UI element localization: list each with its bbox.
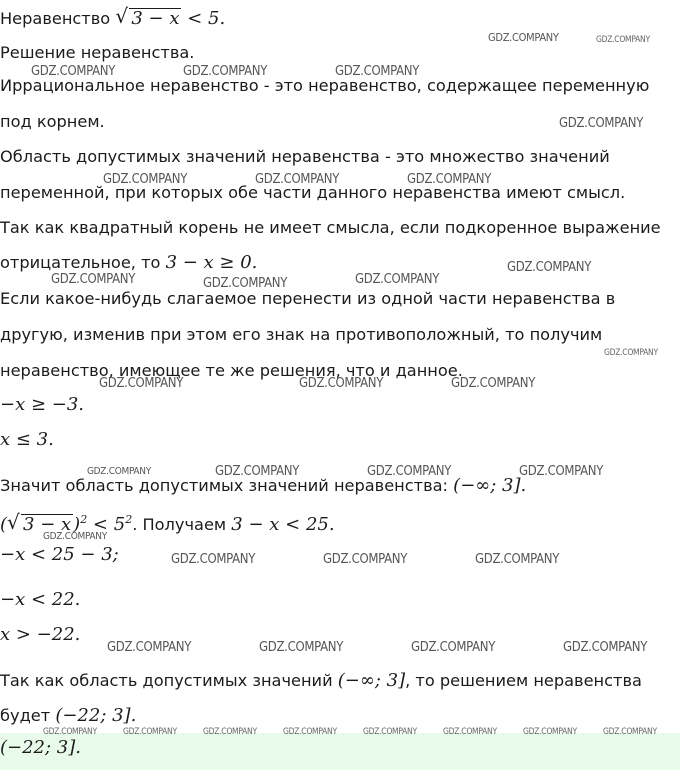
conclusion-domain: (−∞; 3] (337, 670, 406, 691)
watermark: GDZ.COMPANY (604, 348, 658, 358)
paragraph-3-line-1: Так как квадратный корень не имеет смысла, если подкоренное выражение (0, 218, 661, 237)
domain-text: Значит область допустимых значений неравенства: (0, 476, 449, 495)
watermark: GDZ.COMPANY (203, 727, 257, 737)
paragraph-4-line-2: другую, изменив при этом его знак на противоположный, то получим (0, 325, 603, 344)
watermark: GDZ.COMPANY (475, 552, 560, 567)
watermark: GDZ.COMPANY (215, 464, 300, 479)
watermark: GDZ.COMPANY (31, 64, 116, 79)
paragraph-4-line-1: Если какое-нибудь слагаемое перенести из одной части неравенства в (0, 289, 616, 308)
paragraph-2-line-1: Область допустимых значений неравенства - это множество значений (0, 147, 610, 166)
watermark: GDZ.COMPANY (523, 727, 577, 737)
domain-condition: 3 − x ≥ 0. (165, 252, 258, 273)
equation-3: −x < 25 − 3; (0, 544, 119, 565)
equation-5: x > −22. (0, 624, 81, 645)
problem-statement (0, 4, 226, 29)
watermark: GDZ.COMPANY (443, 727, 497, 737)
watermark: GDZ.COMPANY (259, 640, 344, 655)
watermark: GDZ.COMPANY (255, 172, 340, 187)
watermark: GDZ.COMPANY (363, 727, 417, 737)
watermark: GDZ.COMPANY (367, 464, 452, 479)
answer-box (0, 733, 680, 770)
answer-value: (−22; 3]. (0, 737, 81, 758)
conclusion-will-be: будет (0, 706, 51, 725)
watermark: GDZ.COMPANY (103, 172, 188, 187)
watermark: GDZ.COMPANY (183, 64, 268, 79)
paragraph-3-line-2 (0, 253, 257, 273)
conclusion-text-2: , то решением неравенства (405, 671, 642, 690)
watermark: GDZ.COMPANY (411, 640, 496, 655)
problem-math: √ 3 − x < 5. (115, 4, 226, 29)
equation-1: −x ≥ −3. (0, 394, 85, 415)
watermark: GDZ.COMPANY (299, 376, 384, 391)
problem-label: Неравенство (0, 9, 111, 28)
conclusion-line-1 (0, 671, 642, 691)
equation-4: −x < 22. (0, 589, 81, 610)
watermark: GDZ.COMPANY (107, 640, 192, 655)
domain-reason-text: отрицательное, то (0, 253, 161, 272)
watermark: GDZ.COMPANY (355, 272, 440, 287)
watermark: GDZ.COMPANY (488, 31, 559, 44)
watermark: GDZ.COMPANY (519, 464, 604, 479)
conclusion-line-2 (0, 706, 136, 726)
watermark: GDZ.COMPANY (563, 640, 648, 655)
watermark: GDZ.COMPANY (43, 727, 97, 737)
conclusion-text: Так как область допустимых значений (0, 671, 333, 690)
solution-heading: Решение неравенства. (0, 43, 195, 62)
watermark: GDZ.COMPANY (335, 64, 420, 79)
watermark: GDZ.COMPANY (123, 727, 177, 737)
watermark: GDZ.COMPANY (87, 466, 151, 477)
watermark: GDZ.COMPANY (451, 376, 536, 391)
squaring-result: 3 − x < 25. (231, 514, 335, 535)
paragraph-4-line-3: неравенство, имеющее те же решения, что и данное. (0, 361, 463, 380)
watermark: GDZ.COMPANY (559, 116, 644, 131)
watermark: GDZ.COMPANY (171, 552, 256, 567)
squaring-text: . Получаем (132, 515, 227, 534)
watermark: GDZ.COMPANY (99, 376, 184, 391)
watermark: GDZ.COMPANY (203, 276, 288, 291)
watermark: GDZ.COMPANY (507, 260, 592, 275)
domain-interval: (−∞; 3]. (453, 475, 527, 496)
watermark: GDZ.COMPANY (407, 172, 492, 187)
squared-expression: ( √ 3 − x )$^2 < 5^2$ (0, 510, 133, 535)
paragraph-1-line-2: под корнем. (0, 112, 105, 131)
watermark: GDZ.COMPANY (596, 35, 650, 45)
watermark: GDZ.COMPANY (603, 727, 657, 737)
watermark: GDZ.COMPANY (283, 727, 337, 737)
domain-statement (0, 476, 526, 496)
paragraph-1-line-1: Иррациональное неравенство - это неравенство, содержащее переменную (0, 76, 650, 95)
watermark: GDZ.COMPANY (43, 531, 107, 542)
watermark: GDZ.COMPANY (51, 272, 136, 287)
conclusion-interval: (−22; 3]. (55, 705, 137, 726)
equation-2: x ≤ 3. (0, 429, 54, 450)
squaring-line (0, 510, 335, 535)
paragraph-2-line-2: переменной, при которых обе части данного неравенства имеют смысл. (0, 183, 626, 202)
watermark: GDZ.COMPANY (323, 552, 408, 567)
